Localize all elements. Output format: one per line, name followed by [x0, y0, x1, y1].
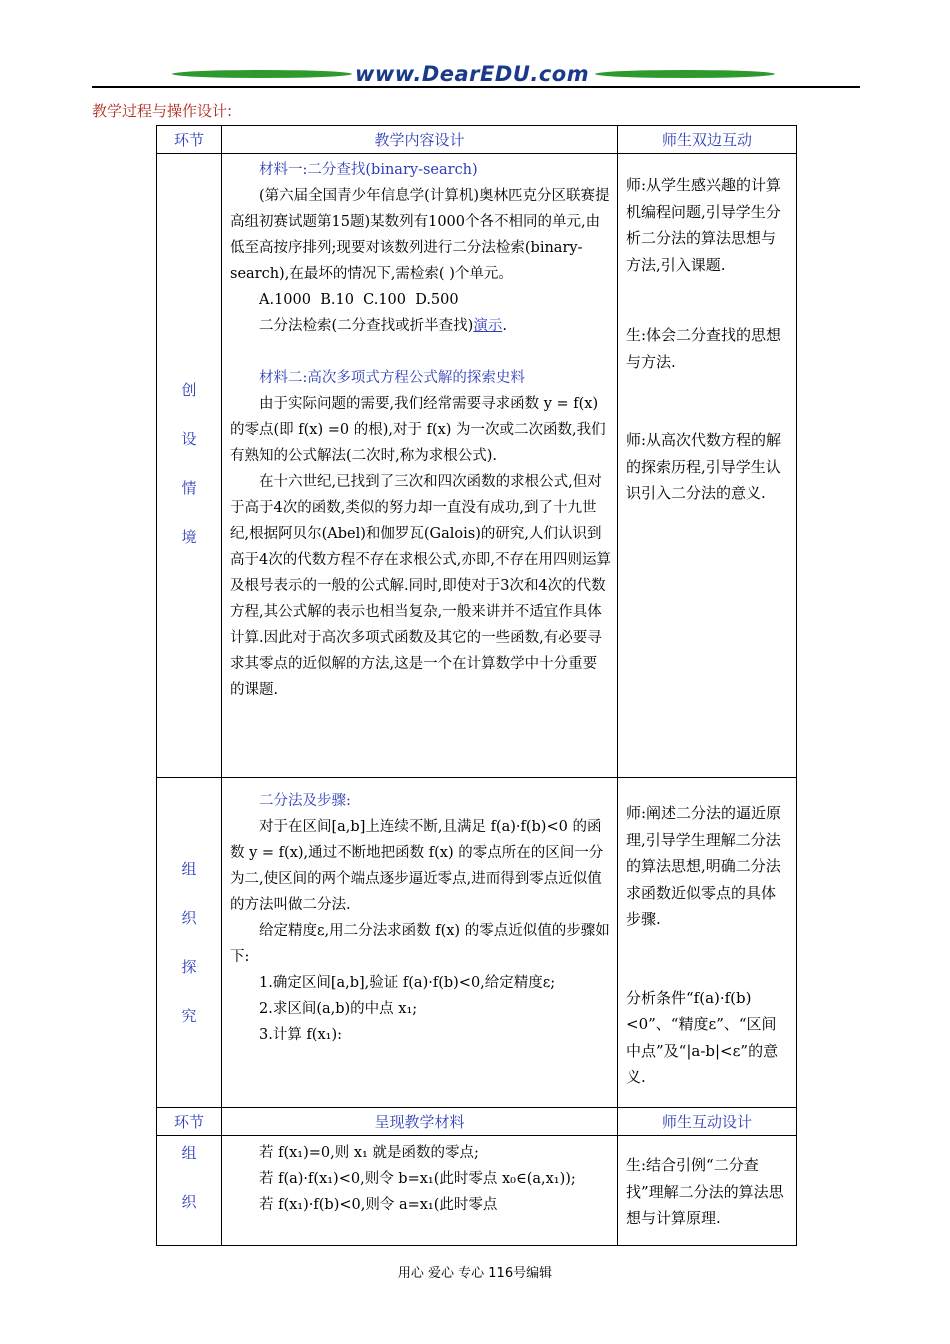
- demo-suffix: .: [502, 318, 507, 334]
- stage-char: 设: [181, 430, 197, 448]
- stage-char: 探: [181, 958, 197, 976]
- spacer: [626, 933, 790, 985]
- material1-title: 材料一:二分查找(binary-search): [259, 162, 478, 178]
- table-row: [157, 1136, 797, 1246]
- stage-char: 境: [181, 528, 197, 546]
- stage-char: 创: [181, 381, 197, 399]
- stage-char: 组: [181, 1144, 197, 1162]
- interaction-teacher-2: 师:从高次代数方程的解的探索历程,引导学生认识引入二分法的意义.: [626, 431, 782, 502]
- stage-char: 究: [181, 1007, 197, 1025]
- lesson-table: [156, 125, 797, 1246]
- table-row: [157, 778, 797, 1108]
- brand-swoosh-right: [595, 70, 775, 78]
- step-3: 3.计算 f(x₁):: [259, 1027, 342, 1043]
- section-title: 教学过程与操作设计:: [92, 102, 233, 120]
- stage-char: 织: [181, 909, 197, 927]
- step-1: 1.确定区间[a,b],验证 f(a)·f(b)<0,给定精度ε;: [259, 975, 556, 991]
- spacer: [626, 375, 790, 427]
- stage-char: 情: [181, 479, 197, 497]
- content-cell: [222, 778, 618, 1108]
- content-cell: [222, 154, 618, 778]
- col-header-stage: 环节: [157, 126, 222, 154]
- spacer: [626, 278, 790, 322]
- table-header-row-2: [157, 1108, 797, 1136]
- step-2: 2.求区间(a,b)的中点 x₁;: [259, 1001, 418, 1017]
- table-row: [157, 154, 797, 778]
- stage-cell: [157, 778, 222, 1108]
- stage-cell: [157, 154, 222, 778]
- method-steps-intro: 给定精度ε,用二分法求函数 f(x) 的零点近似值的步骤如下:: [230, 923, 610, 965]
- col-header-interaction-design: 师生互动设计: [618, 1108, 797, 1136]
- method-definition: 对于在区间[a,b]上连续不断,且满足 f(a)·f(b)<0 的函数 y = f(x),通过不断地把函数 f(x) 的零点所在的区间一分为二,使区间的两个端点逐步逼近零点,进而得到零点近似值的方法叫做二分法.: [230, 819, 604, 913]
- interaction-cell: [618, 154, 797, 778]
- interaction-analysis: 分析条件“f(a)·f(b)<0”、“精度ε”、“区间中点”及“|a-b|<ε”的意义.: [626, 988, 779, 1086]
- col-header-stage: 环节: [157, 1108, 222, 1136]
- col-header-material: 呈现教学材料: [222, 1108, 618, 1136]
- material1-body: (第六届全国青少年信息学(计算机)奥林匹克分区联赛提高组初赛试题第15题)某数列有1000个各不相同的单元,由低至高按序排列;现要对该数列进行二分法检索(binary-search),在最坏的情况下,需检索( )个单元。: [230, 188, 610, 282]
- method-title: 二分法及步骤:: [259, 793, 351, 809]
- interaction-teacher-1: 师:从学生感兴趣的计算机编程问题,引导学生分析二分法的算法思想与方法,引入课题.: [626, 176, 782, 274]
- col-header-content: 教学内容设计: [222, 126, 618, 154]
- material2-title: 材料二:高次多项式方程公式解的探索史料: [259, 370, 525, 386]
- options-line: A.1000 B.10 C.100 D.500: [259, 292, 459, 308]
- site-logo: www.DearEDU.com: [355, 62, 590, 86]
- stage-char: 织: [181, 1193, 197, 1211]
- case-right: 若 f(x₁)·f(b)<0,则令 a=x₁(此时零点: [259, 1197, 498, 1213]
- interaction-student-1: 生:体会二分查找的思想与方法.: [626, 326, 782, 371]
- stage-char: 组: [181, 860, 197, 878]
- page-footer: 用心 爱心 专心 116号编辑: [397, 1266, 553, 1281]
- material2-paragraph-2: 在十六世纪,已找到了三次和四次函数的求根公式,但对于高于4次的函数,类似的努力却一直没有成功,到了十九世纪,根据阿贝尔(Abel)和伽罗瓦(Galois)的研究,人们认识到高于4次的代数方程不存在求根公式,亦即,不存在用四则运算及根号表示的一般的公式解.同时,即使对于3次和4次的代数方程,其公式解的表示也相当复杂,一般来讲并不适宜作具体计算.因此对于高次多项式函数及其它的一些函数,有必要寻求其零点的近似解的方法,这是一个在计算数学中十分重要的课题.: [230, 474, 611, 698]
- brand-swoosh-left: [172, 70, 352, 78]
- stage-cell: [157, 1136, 222, 1246]
- demo-link[interactable]: 演示: [473, 318, 503, 334]
- spacer: [230, 339, 611, 365]
- interaction-cell: [618, 778, 797, 1108]
- col-header-interaction: 师生双边互动: [618, 126, 797, 154]
- demo-text: 二分法检索(二分查找或折半查找): [259, 318, 474, 334]
- case-left: 若 f(a)·f(x₁)<0,则令 b=x₁(此时零点 x₀∈(a,x₁));: [259, 1171, 576, 1187]
- header-rule: [92, 86, 860, 88]
- demo-line: [230, 313, 611, 339]
- interaction-teacher-3: 师:阐述二分法的逼近原理,引导学生理解二分法的算法思想,明确二分法求函数近似零点的具体步骤.: [626, 804, 782, 928]
- table-header-row: [157, 126, 797, 154]
- interaction-student-2: 生:结合引例“二分查找”理解二分法的算法思想与计算原理.: [626, 1156, 784, 1227]
- interaction-cell: [618, 1136, 797, 1246]
- content-cell: [222, 1136, 618, 1246]
- case-zero: 若 f(x₁)=0,则 x₁ 就是函数的零点;: [259, 1145, 479, 1161]
- material2-paragraph-1: 由于实际问题的需要,我们经常需要寻求函数 y = f(x) 的零点(即 f(x) =0 的根),对于 f(x) 为一次或二次函数,我们有熟知的公式解法(二次时,称为求根公式).: [230, 396, 606, 464]
